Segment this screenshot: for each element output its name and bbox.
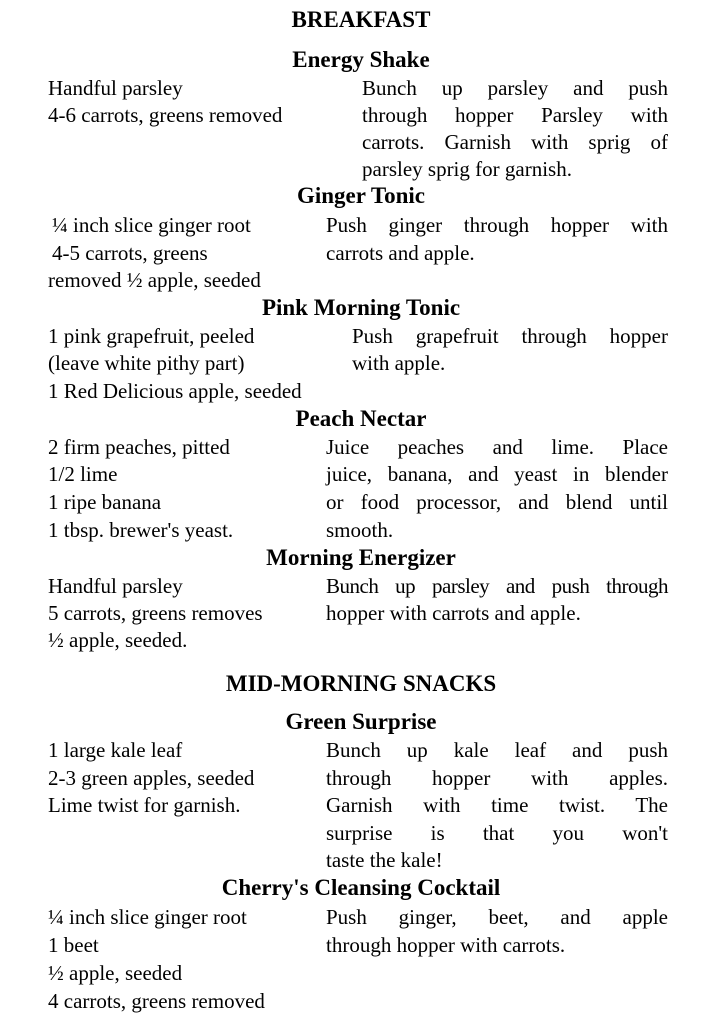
recipe-title-morning-energizer: Morning Energizer (266, 545, 456, 570)
direction-line: taste the kale! (326, 848, 443, 872)
direction-line: Bunch up kale leaf and push (326, 738, 668, 762)
direction-line: Push ginger through hopper with (326, 213, 668, 237)
direction-line: Push ginger, beet, and apple (326, 905, 668, 929)
direction-line: Garnish with time twist. The (326, 793, 668, 817)
ingredient-line: 2-3 green apples, seeded (48, 766, 255, 790)
direction-line: Push grapefruit through hopper (352, 324, 668, 348)
direction-line: Juice peaches and lime. Place (326, 435, 668, 459)
section-heading-mid-morning-snacks: MID-MORNING SNACKS (225, 671, 497, 696)
ingredient-line: Handful parsley (48, 574, 183, 598)
direction-line: carrots. Garnish with sprig of (362, 130, 668, 154)
direction-line: through hopper Parsley with (362, 103, 668, 127)
ingredient-line: (leave white pithy part) (48, 351, 245, 375)
ingredient-line: 1 ripe banana (48, 490, 162, 514)
direction-line: with apple. (352, 351, 446, 375)
direction-line: through hopper with carrots. (326, 933, 566, 957)
direction-line: through hopper with apples. (326, 766, 668, 790)
recipe-title-energy-shake: Energy Shake (292, 47, 430, 72)
direction-line: Bunch up parsley and push (362, 76, 668, 100)
ingredient-line: ¼ inch slice ginger root (48, 905, 247, 929)
ingredient-line: Handful parsley (48, 76, 183, 100)
section-heading-breakfast: BREAKFAST (291, 7, 431, 32)
direction-line: smooth. (326, 518, 394, 542)
direction-line: hopper with carrots and apple. (326, 601, 581, 625)
ingredient-line: 1 Red Delicious apple, seeded (48, 379, 302, 403)
recipe-title-green-surprise: Green Surprise (285, 709, 437, 734)
ingredient-line: 4-5 carrots, greens (52, 241, 208, 265)
recipe-title-ginger-tonic: Ginger Tonic (296, 183, 426, 208)
recipe-title-cherrys-cleansing-cocktail: Cherry's Cleansing Cocktail (221, 875, 501, 900)
ingredient-line: ½ apple, seeded. (48, 628, 188, 652)
ingredient-line: 4 carrots, greens removed (48, 989, 265, 1013)
recipe-title-peach-nectar: Peach Nectar (295, 406, 427, 431)
ingredient-line: 5 carrots, greens removes (48, 601, 263, 625)
ingredient-line: ¼ inch slice ginger root (52, 213, 251, 237)
direction-line: surprise is that you won't (326, 821, 668, 845)
ingredient-line: ½ apple, seeded (48, 961, 183, 985)
ingredient-line: 1/2 lime (48, 462, 118, 486)
ingredient-line: 4-6 carrots, greens removed (48, 103, 283, 127)
direction-line: juice, banana, and yeast in blender (326, 462, 668, 486)
ingredient-line: Lime twist for garnish. (48, 793, 241, 817)
direction-line: or food processor, and blend until (326, 490, 668, 514)
ingredient-line: 1 pink grapefruit, peeled (48, 324, 255, 348)
ingredient-line: 2 firm peaches, pitted (48, 435, 230, 459)
ingredient-line: 1 tbsp. brewer's yeast. (48, 518, 234, 542)
direction-line: Bunch up parsley and push through (326, 574, 668, 598)
direction-line: parsley sprig for garnish. (362, 157, 572, 181)
recipe-title-pink-morning-tonic: Pink Morning Tonic (261, 295, 461, 320)
ingredient-line: removed ½ apple, seeded (48, 268, 261, 292)
ingredient-line: 1 beet (48, 933, 99, 957)
direction-line: carrots and apple. (326, 241, 475, 265)
ingredient-line: 1 large kale leaf (48, 738, 183, 762)
